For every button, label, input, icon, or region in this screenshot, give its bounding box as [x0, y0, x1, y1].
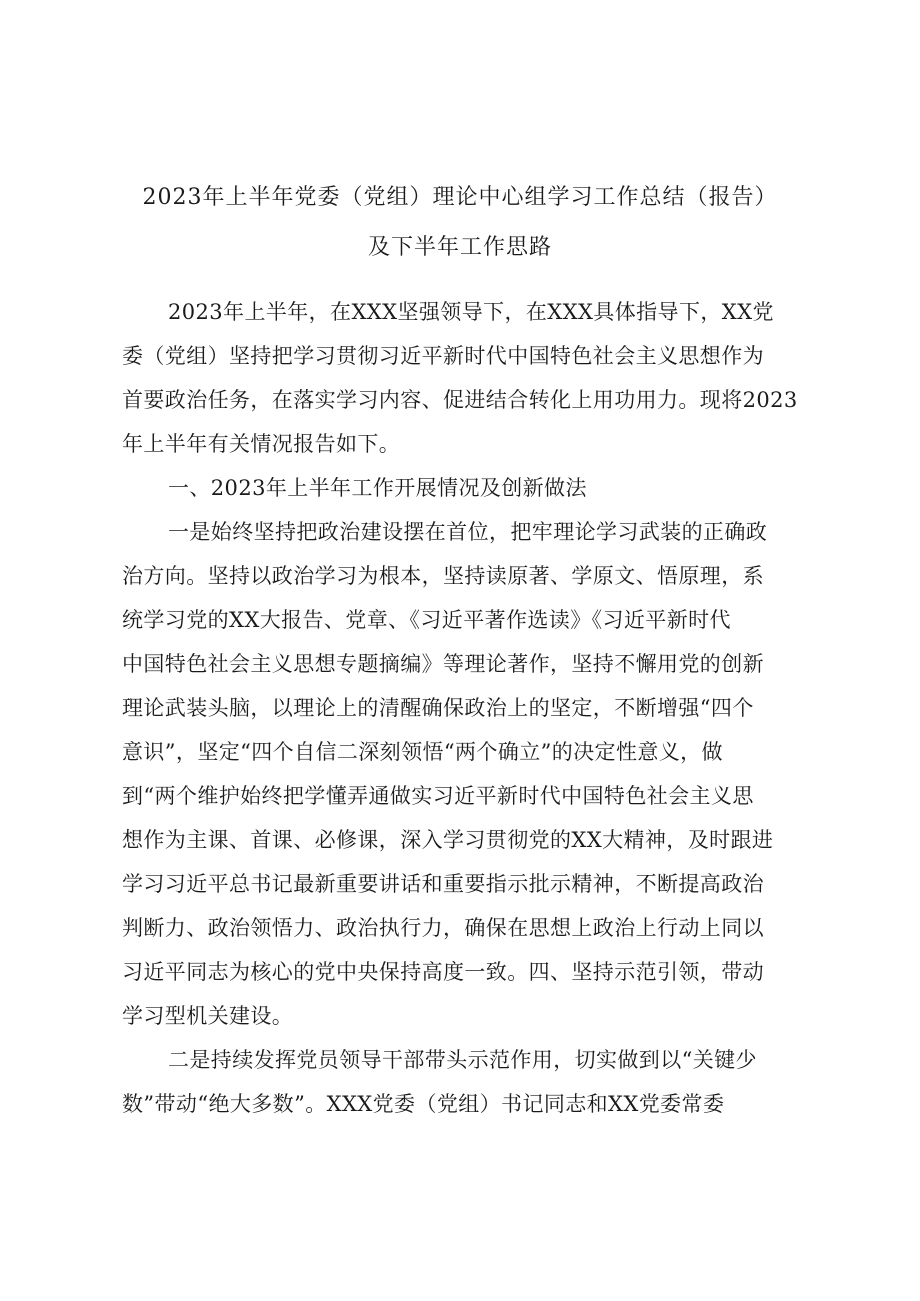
document-title-line-2: 及下半年工作思路	[367, 235, 552, 260]
paragraph-line: 一是始终坚持把政治建设摆在首位，把牢理论学习武装的正确政	[168, 520, 768, 544]
document-title-line-1: 2023年上半年党委（党组）理论中心组学习工作总结（报告）	[142, 185, 778, 210]
paragraph-line: 习近平同志为核心的党中央保持高度一致。四、坚持示范引领，带动	[122, 960, 764, 984]
paragraph-line: 学习习近平总书记最新重要讲话和重要指示批示精神，不断提高政治	[122, 872, 764, 896]
paragraph-line: 治方向。坚持以政治学习为根本，坚持读原著、学原文、悟原理，系	[122, 564, 764, 588]
paragraph-line: 理论武装头脑，以理论上的清醒确保政治上的坚定，不断增强“四个	[122, 696, 754, 720]
paragraph-line: 学习型机关建设。	[122, 1004, 294, 1028]
paragraph-line: 判断力、政治领悟力、政治执行力，确保在思想上政治上行动上同以	[122, 916, 764, 940]
paragraph-line: 首要政治任务，在落实学习内容、促进结合转化上用功用力。现将2023	[122, 388, 798, 412]
paragraph-line: 意识”，坚定“四个自信二深刻领悟“两个确立”的决定性意义，做	[122, 740, 723, 764]
paragraph-line: 年上半年有关情况报告如下。	[122, 432, 401, 456]
paragraph-line: 到“两个维护始终把学懂弄通做实习近平新时代中国特色社会主义思	[122, 784, 754, 808]
paragraph-line: 委（党组）坚持把学习贯彻习近平新时代中国特色社会主义思想作为	[122, 344, 764, 368]
paragraph-line: 统学习党的XX大报告、党章、《习近平著作选读》《习近平新时代	[122, 608, 731, 632]
paragraph-line: 2023年上半年，在XXX坚强领导下，在XXX具体指导下，XX党	[168, 300, 774, 324]
paragraph-line: 二是持续发挥党员领导干部带头示范作用，切实做到以“关键少	[168, 1048, 757, 1072]
paragraph-line: 数”带动“绝大多数”。XXX党委（党组）书记同志和XX党委常委	[122, 1092, 725, 1116]
section-heading: 一、2023年上半年工作开展情况及创新做法	[168, 476, 587, 500]
paragraph-line: 想作为主课、首课、必修课，深入学习贯彻党的XX大精神，及时跟进	[122, 828, 774, 852]
paragraph-line: 中国特色社会主义思想专题摘编》等理论著作，坚持不懈用党的创新	[122, 652, 764, 676]
